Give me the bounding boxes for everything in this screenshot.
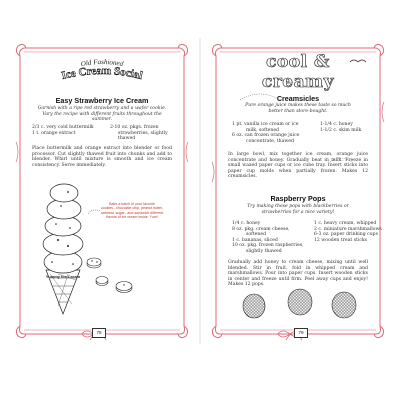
ingredient-line: 1 c. bananas, sliced (232, 237, 278, 243)
ingredients-left (232, 221, 304, 255)
cookie-illustration (80, 248, 140, 308)
tip-note: Bake a batch of your favorite cookies...chocolate chip, peanut butter, oatmeal, sugar...and sandwich different flavors of ice cream inside. Yum! (100, 202, 164, 220)
ingredient-line: slightly thawed (246, 248, 282, 254)
ingredient-line: softened (246, 232, 267, 238)
section-title-main: Ice Cream Social (60, 64, 144, 83)
ingredient-line: 1 t. orange extract (32, 130, 76, 136)
ingredient-line: 1 pt. vanilla ice cream or ice (232, 122, 299, 127)
ingredient-line: 2-10 oz. pkgs. frozen (110, 125, 159, 130)
left-page (14, 42, 190, 340)
ingredient-line: 1 c. heavy cream, whipped (314, 221, 377, 226)
recipe-directions: Place buttermilk and orange extract into blender or food processor. Cut slightly thawed fruit into chunks and add to blender. Whirl until mixture is smooth and ice cream consistency. Serve immediately. (32, 146, 172, 168)
ingredient-line: concentrate, thawed (246, 138, 294, 144)
cone-label: Yummy Ice Cream (45, 274, 81, 279)
recipe-title: Easy Strawberry Ice Cream (55, 96, 149, 105)
section-title-banner (38, 52, 166, 90)
recipe-title: Raspberry Pops (270, 194, 326, 203)
ingredient-line: 2 c. miniature marshmallows (314, 226, 382, 232)
ingredient-line: 6-3 oz. paper drinking cups (314, 232, 378, 238)
ingredient-line: 1/4 c. honey (232, 221, 261, 226)
right-page (210, 42, 386, 340)
section-title-top: Old Fashioned (80, 57, 124, 69)
ingredients-right (314, 221, 382, 243)
page-number: 78 (92, 328, 106, 338)
recipe-directions: In large bowl, mix together ice cream, orange juice concentrate and honey. Gradually beat in milk. Freeze in small waxed paper cups or ice cube tray. Insert sticks into paper cup molds when partially frozen. Makes 12 creamsicles. (228, 152, 368, 180)
raspberry-illustration (238, 286, 364, 320)
ingredient-line: strawberries, slightly (118, 130, 168, 136)
ingredient-line: 12 wooden treat sticks (314, 237, 368, 243)
recipe-directions: Gradually add honey to cream cheese, mixing until well blended. Stir in fruit, fold in whipped cream and marshmallows. Pour into paper cups. Insert wooden sticks in center and freeze until firm. Peel away cups and enjoy! Makes 12 pops. (228, 260, 368, 288)
ingredient-line: 6 oz. can frozen orange juice (232, 133, 300, 139)
ingredients-left (32, 125, 94, 136)
ingredients-right (110, 125, 168, 142)
section-title: cool & creamy (261, 52, 334, 92)
ingredient-line: 8 oz. pkg. cream cheese, (232, 226, 290, 232)
ingredient-line: 10 oz. pkg. frozen raspberries, (232, 243, 304, 249)
ingredients-right (320, 122, 361, 133)
book-spine (199, 38, 201, 344)
ingredient-line: 1-1/4 c. honey (320, 122, 353, 127)
ingredient-line: 1-1/2 c. skim milk (320, 127, 362, 133)
svg-text:Ice Cream Social (60, 65, 143, 82)
recipe-intro: Garnish with a ripe red strawberry and a wafer cookie. Vary the recipe with different fruits throughout the summer. (37, 106, 167, 123)
ingredient-line: 2/3 c. very cold buttermilk (32, 125, 94, 130)
recipe-intro: Try making these pops with blackberries or strawberries for a nice variety! (247, 204, 349, 215)
page-number: 79 (294, 328, 308, 338)
ingredient-line: thawed (118, 136, 136, 142)
ingredient-line: milk, softened (246, 127, 280, 133)
recipe-title: Creamsicles (276, 94, 320, 103)
ingredients-left (232, 122, 299, 144)
recipe-intro: Pure orange juice makes these taste so much better than store-bought. (245, 103, 351, 114)
tip-arrow (86, 208, 102, 218)
